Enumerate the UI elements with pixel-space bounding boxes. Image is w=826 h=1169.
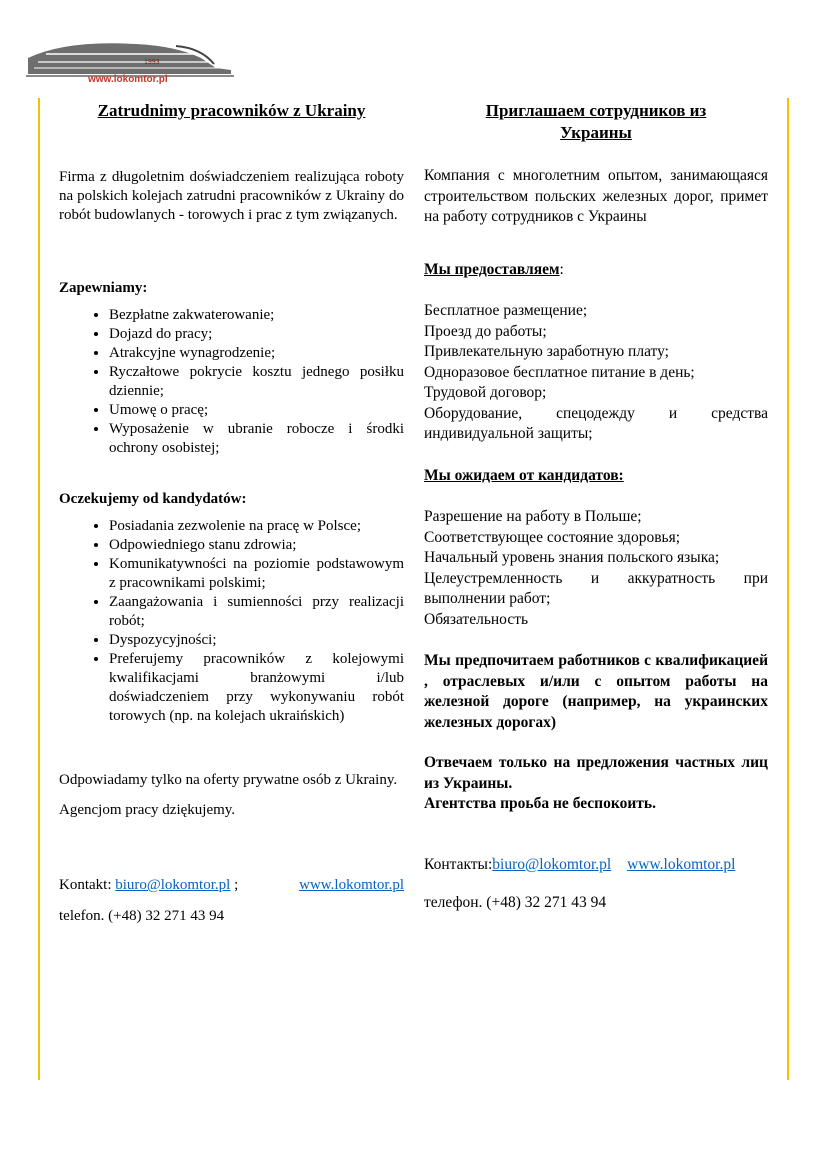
pl-contact-line (59, 876, 404, 895)
ru-note-agencies: Агентства проьба не беспокоить. (424, 795, 656, 812)
list-item: • Komunikatywności na poziomie podstawowym z pracownikami polskimi; (109, 555, 404, 593)
pl-note-agencies: Agencjom pracy dziękujemy. (59, 802, 236, 818)
pl-offer-list (59, 306, 404, 458)
polish-column (59, 100, 404, 926)
list-item: Оборудование, спецодежду и средства индивидуальной защиты; (424, 404, 768, 442)
ru-offer-heading: Мы предоставляем (424, 260, 560, 278)
right-border-line (787, 98, 789, 1080)
pl-expect-list (59, 517, 404, 726)
list-item: Бесплатное размещение; (424, 302, 588, 319)
list-item: • Bezpłatne zakwaterowanie; (109, 306, 404, 325)
company-logo (26, 28, 236, 90)
list-item: • Zaangażowania i sumienności przy realizacji robót; (109, 593, 404, 631)
list-item: Трудовой договор; (424, 384, 547, 401)
list-item: Проезд до работы; (424, 322, 547, 340)
ru-offer-heading-line (424, 260, 768, 281)
list-item: • Ryczałtowe pokrycie kosztu jednego posiłku dziennie; (109, 363, 404, 401)
list-item: • Atrakcyjne wynagrodzenie; (109, 344, 404, 363)
left-border-line (38, 98, 40, 1080)
ru-note-private: Отвечаем только на предложения частных лиц из Украины. (424, 754, 768, 792)
list-item: • Posiadania zezwolenie na pracę w Polsce; (109, 517, 404, 536)
list-item: Целеустремленность и аккуратность при выполнении работ; (424, 569, 768, 607)
list-item: Начальный уровень знания польского языка; (424, 549, 720, 566)
ru-phone: телефон. (+48) 32 271 43 94 (424, 894, 607, 911)
pl-website-link[interactable]: www.lokomtor.pl (299, 877, 404, 893)
logo-url: www.lokomtor.pl (88, 74, 168, 85)
pl-note-private-offers: Odpowiadamy tylko na oferty prywatne osób z Ukrainy. (59, 772, 398, 788)
pl-phone: telefon. (+48) 32 271 43 94 (59, 908, 225, 924)
ru-website-link[interactable]: www.lokomtor.pl (627, 855, 736, 873)
pl-separator: ; (230, 877, 239, 893)
pl-expect-heading: Oczekujemy od kandydatów: (59, 491, 247, 507)
ru-email-link[interactable]: biuro@lokomtor.pl (492, 855, 612, 873)
list-item: • Umowę o pracę; (109, 401, 404, 420)
pl-intro: Firma z długoletnim doświadczeniem realizująca roboty na polskich kolejach zatrudni pracowników z Ukrainy do robót budowlanych - torowych i prac z tym związanych. (59, 169, 404, 223)
list-item: • Dyspozycyjności; (109, 631, 404, 650)
logo-year: 1993 (144, 59, 160, 66)
list-item: • Odpowiedniego stanu zdrowia; (109, 536, 404, 555)
list-item: Соответствующее состояние здоровья; (424, 528, 681, 546)
pl-email-link[interactable]: biuro@lokomtor.pl (115, 877, 231, 893)
ru-offer-list (424, 301, 768, 445)
list-item: Одноразовое бесплатное питание в день; (424, 363, 695, 381)
list-item: • Dojazd do pracy; (109, 325, 404, 344)
ru-title-line1: Приглашаем сотрудников из (485, 101, 707, 120)
pl-contact-label: Kontakt: (59, 877, 116, 893)
pl-title: Zatrudnimy pracowników z Ukrainy (97, 101, 366, 120)
ru-preference: Мы предпочитаем работников с квалификацией , отраслевых и/или с опытом работы на железной дороге (например, на украинских железных дорогах) (424, 652, 768, 731)
list-item: Разрешение на работу в Польше; (424, 508, 642, 525)
ru-intro: Компания с многолетним опытом, занимающаяся строительством польских железных дорог, примет на работу сотрудников с Украины (424, 167, 768, 225)
ru-offer-colon: : (559, 260, 564, 278)
ru-expect-list (424, 507, 768, 630)
pl-offer-heading: Zapewniamy: (59, 280, 148, 296)
ru-title-line2: Украины (560, 123, 632, 142)
list-item: • Wyposażenie w ubranie robocze i środki ochrony osobistej; (109, 420, 404, 458)
ru-expect-heading: Мы ожидаем от кандидатов: (424, 466, 624, 484)
ru-contact-label: Контакты: (424, 855, 493, 873)
russian-column (424, 100, 768, 914)
list-item: Привлекательную заработную плату; (424, 343, 669, 360)
list-item: • Preferujemy pracowników z kolejowymi kwalifikacjami branżowymi i/lub doświadczeniem przy wykonywaniu robót torowych (np. na kolejach ukraińskich) (109, 650, 404, 726)
ru-contact-line (424, 855, 768, 876)
list-item: Обязательность (424, 610, 529, 628)
